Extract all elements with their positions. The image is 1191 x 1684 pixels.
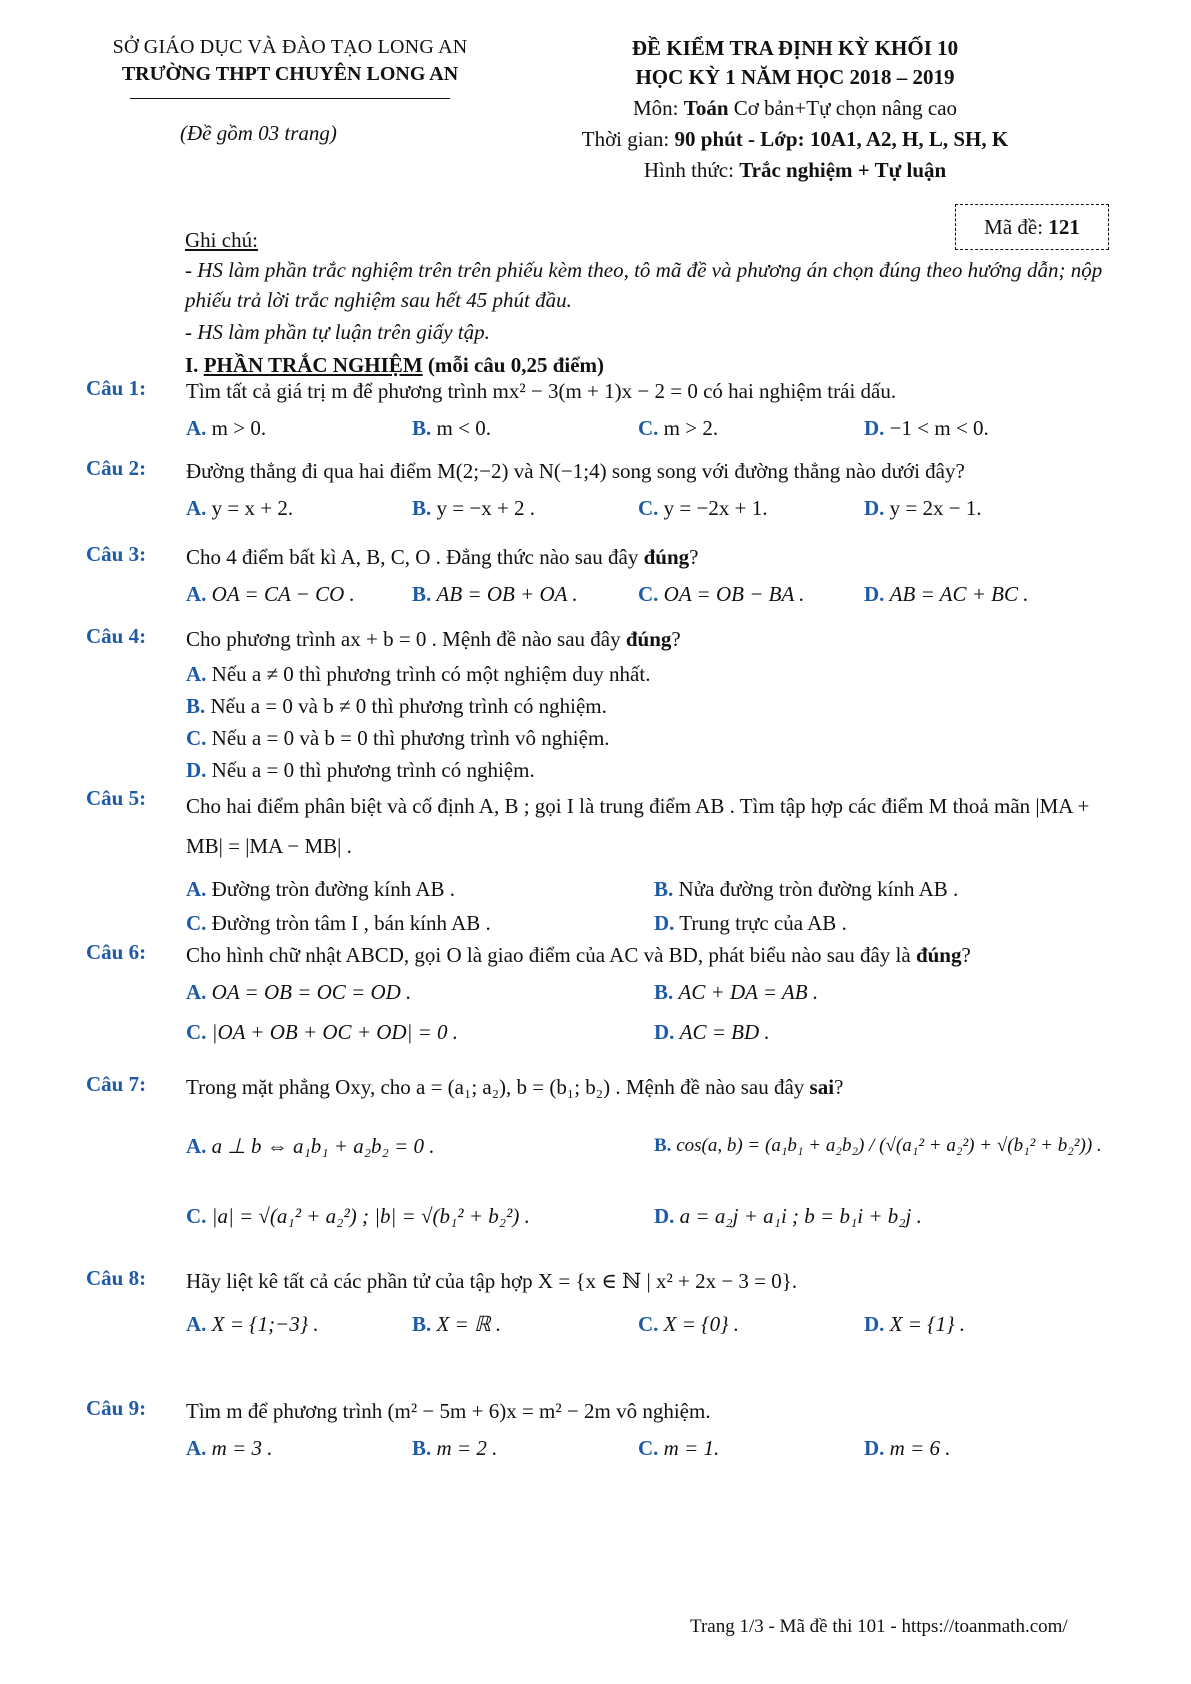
option-c: C. y = −2x + 1. xyxy=(638,496,768,520)
options-grid xyxy=(186,874,1126,942)
form-value: Trắc nghiệm + Tự luận xyxy=(739,158,947,182)
option-c: C. |a| = √(a₁² + a₂²) ; |b| = √(b₁² + b₂²) . xyxy=(186,1204,530,1228)
page-footer: Trang 1/3 - Mã đề thi 101 - https://toanmath.com/ xyxy=(690,1616,1068,1637)
header-right xyxy=(540,36,1050,183)
option-d: D. y = 2x − 1. xyxy=(864,496,982,520)
option-a: A. OA = CA − CO . xyxy=(186,582,355,606)
option-a: A. m = 3 . xyxy=(186,1436,273,1460)
option-c: C. m > 2. xyxy=(638,416,719,440)
question-stem: Cho 4 điểm bất kì A, B, C, O . Đẳng thức nào sau đây đúng? xyxy=(186,545,699,569)
option-a: A. X = {1;−3} . xyxy=(186,1312,319,1336)
option-b: B. cos(a, b) = (a₁b₁ + a₂b₂) / (√(a₁² + a₂²) + √(b₁² + b₂²)) . xyxy=(654,1135,1102,1156)
class-label: - Lớp: xyxy=(742,127,810,151)
option-d: D. AC = BD . xyxy=(654,1020,770,1044)
question-label: Câu 9: xyxy=(86,1396,147,1420)
question-1 xyxy=(86,376,1126,441)
question-stem: Hãy liệt kê tất cả các phần tử của tập hợp X = {x ∈ ℕ | x² + 2x − 3 = 0}. xyxy=(186,1269,798,1293)
question-stem: Tìm m để phương trình (m² − 5m + 6)x = m² − 2m vô nghiệm. xyxy=(186,1399,711,1423)
option-c: C. |OA + OB + OC + OD| = 0 . xyxy=(186,1020,459,1044)
semester-line: HỌC KỲ 1 NĂM HỌC 2018 – 2019 xyxy=(635,65,955,89)
option-a: A. y = x + 2. xyxy=(186,496,294,520)
question-label: Câu 3: xyxy=(86,542,147,566)
department-name: SỞ GIÁO DỤC VÀ ĐÀO TẠO LONG AN xyxy=(112,36,468,58)
question-label: Câu 4: xyxy=(86,624,147,648)
header-left xyxy=(80,36,500,146)
question-5 xyxy=(86,786,1126,942)
question-label: Câu 1: xyxy=(86,376,147,400)
subject-value: Toán xyxy=(683,96,729,120)
question-4 xyxy=(86,624,1126,786)
option-c: C. Đường tròn tâm I , bán kính AB . xyxy=(186,911,491,935)
time-line xyxy=(540,127,1050,152)
question-7 xyxy=(86,1072,1126,1238)
time-value: 90 phút xyxy=(674,127,743,151)
question-6 xyxy=(86,940,1126,1054)
option-b: B. y = −x + 2 . xyxy=(412,496,536,520)
question-stem: Cho phương trình ax + b = 0 . Mệnh đề nào sau đây đúng? xyxy=(186,627,681,651)
page-count-note: (Đề gồm 03 trang) xyxy=(180,121,337,145)
options-list xyxy=(186,658,1126,786)
section-points: (mỗi câu 0,25 điểm) xyxy=(422,353,605,377)
header-divider xyxy=(130,98,450,99)
option-b: B. Nếu a = 0 và b ≠ 0 thì phương trình có nghiệm. xyxy=(186,694,607,718)
options-grid xyxy=(186,974,1126,1054)
option-a: A. Nếu a ≠ 0 thì phương trình có một nghiệm duy nhất. xyxy=(186,662,651,686)
question-9 xyxy=(86,1396,1126,1461)
option-b: B. AB = OB + OA . xyxy=(412,582,578,606)
exam-code-label: Mã đề: xyxy=(984,214,1044,239)
options-row xyxy=(186,1436,1126,1461)
option-c: C. X = {0} . xyxy=(638,1312,739,1336)
time-label: Thời gian: xyxy=(581,127,675,151)
option-a: A. m > 0. xyxy=(186,416,267,440)
question-3 xyxy=(86,542,1126,607)
class-value: 10A1, A2, H, L, SH, K xyxy=(809,127,1009,151)
option-b: B. Nửa đường tròn đường kính AB . xyxy=(654,877,959,901)
subject-label: Môn: xyxy=(632,96,684,120)
section-title: PHẦN TRẮC NGHIỆM xyxy=(203,353,423,377)
form-line xyxy=(540,158,1050,183)
exam-title: ĐỀ KIỂM TRA ĐỊNH KỲ KHỐI 10 xyxy=(631,36,959,60)
subject-line xyxy=(540,96,1050,121)
option-d: D. AB = AC + BC . xyxy=(864,582,1029,606)
note-line-1: - HS làm phần trắc nghiệm trên trên phiếu kèm theo, tô mã đề và phương án chọn đúng theo hướng dẫn; nộp phiếu trả lời trắc nghiệm sau hết 45 phút đầu. xyxy=(185,258,1103,312)
option-a: A. OA = OB = OC = OD . xyxy=(186,980,412,1004)
options-row xyxy=(186,416,1126,441)
question-stem: Cho hình chữ nhật ABCD, gọi O là giao điểm của AC và BD, phát biểu nào sau đây là đúng? xyxy=(186,943,971,967)
option-d: D. −1 < m < 0. xyxy=(864,416,989,440)
option-b: B. AC + DA = AB . xyxy=(654,980,819,1004)
option-b: B. X = ℝ . xyxy=(412,1312,502,1336)
question-label: Câu 6: xyxy=(86,940,147,964)
question-label: Câu 8: xyxy=(86,1266,147,1290)
note-line-2: - HS làm phần tự luận trên giấy tập. xyxy=(185,320,490,344)
options-row xyxy=(186,496,1126,521)
subject-rest: Cơ bản+Tự chọn nâng cao xyxy=(728,96,958,120)
option-d: D. X = {1} . xyxy=(864,1312,965,1336)
question-2 xyxy=(86,456,1126,521)
question-label: Câu 5: xyxy=(86,786,147,810)
notes-title: Ghi chú: xyxy=(185,228,258,252)
option-c: C. Nếu a = 0 và b = 0 thì phương trình vô nghiệm. xyxy=(186,726,610,750)
question-8 xyxy=(86,1266,1126,1337)
options-row xyxy=(186,1312,1126,1337)
option-b: B. m = 2 . xyxy=(412,1436,498,1460)
options-row xyxy=(186,582,1126,607)
exam-code-value: 121 xyxy=(1048,214,1080,239)
question-stem: Trong mặt phẳng Oxy, cho a = (a₁; a₂), b = (b₁; b₂) . Mệnh đề nào sau đây sai? xyxy=(186,1075,844,1099)
option-b: B. m < 0. xyxy=(412,416,491,440)
question-stem: Cho hai điểm phân biệt và cố định A, B ; gọi I là trung điểm AB . Tìm tập hợp các điểm M thoả mãn |MA + MB| = |MA − MB| . xyxy=(186,794,1090,858)
school-name: TRƯỜNG THPT CHUYÊN LONG AN xyxy=(121,63,459,85)
section-number: I. xyxy=(185,353,204,377)
question-label: Câu 7: xyxy=(86,1072,147,1096)
question-stem: Tìm tất cả giá trị m để phương trình mx² − 3(m + 1)x − 2 = 0 có hai nghiệm trái dấu. xyxy=(186,379,897,403)
option-d: D. Nếu a = 0 thì phương trình có nghiệm. xyxy=(186,758,535,782)
option-c: C. m = 1. xyxy=(638,1436,720,1460)
question-label: Câu 2: xyxy=(86,456,147,480)
option-d: D. m = 6 . xyxy=(864,1436,951,1460)
form-label: Hình thức: xyxy=(643,158,740,182)
option-d: D. a = a₂j + a₁i ; b = b₁i + b₂j . xyxy=(654,1204,922,1228)
question-stem: Đường thẳng đi qua hai điểm M(2;−2) và N(−1;4) song song với đường thẳng nào dưới đây? xyxy=(186,459,965,483)
options-grid xyxy=(186,1128,1126,1238)
notes-block xyxy=(185,228,1125,347)
option-a: A. a ⊥ b ⇔ a₁b₁ + a₂b₂ = 0 . xyxy=(186,1134,435,1158)
option-d: D. Trung trực của AB . xyxy=(654,911,847,935)
section-heading xyxy=(185,353,604,378)
option-c: C. OA = OB − BA . xyxy=(638,582,805,606)
option-a: A. Đường tròn đường kính AB . xyxy=(186,877,455,901)
